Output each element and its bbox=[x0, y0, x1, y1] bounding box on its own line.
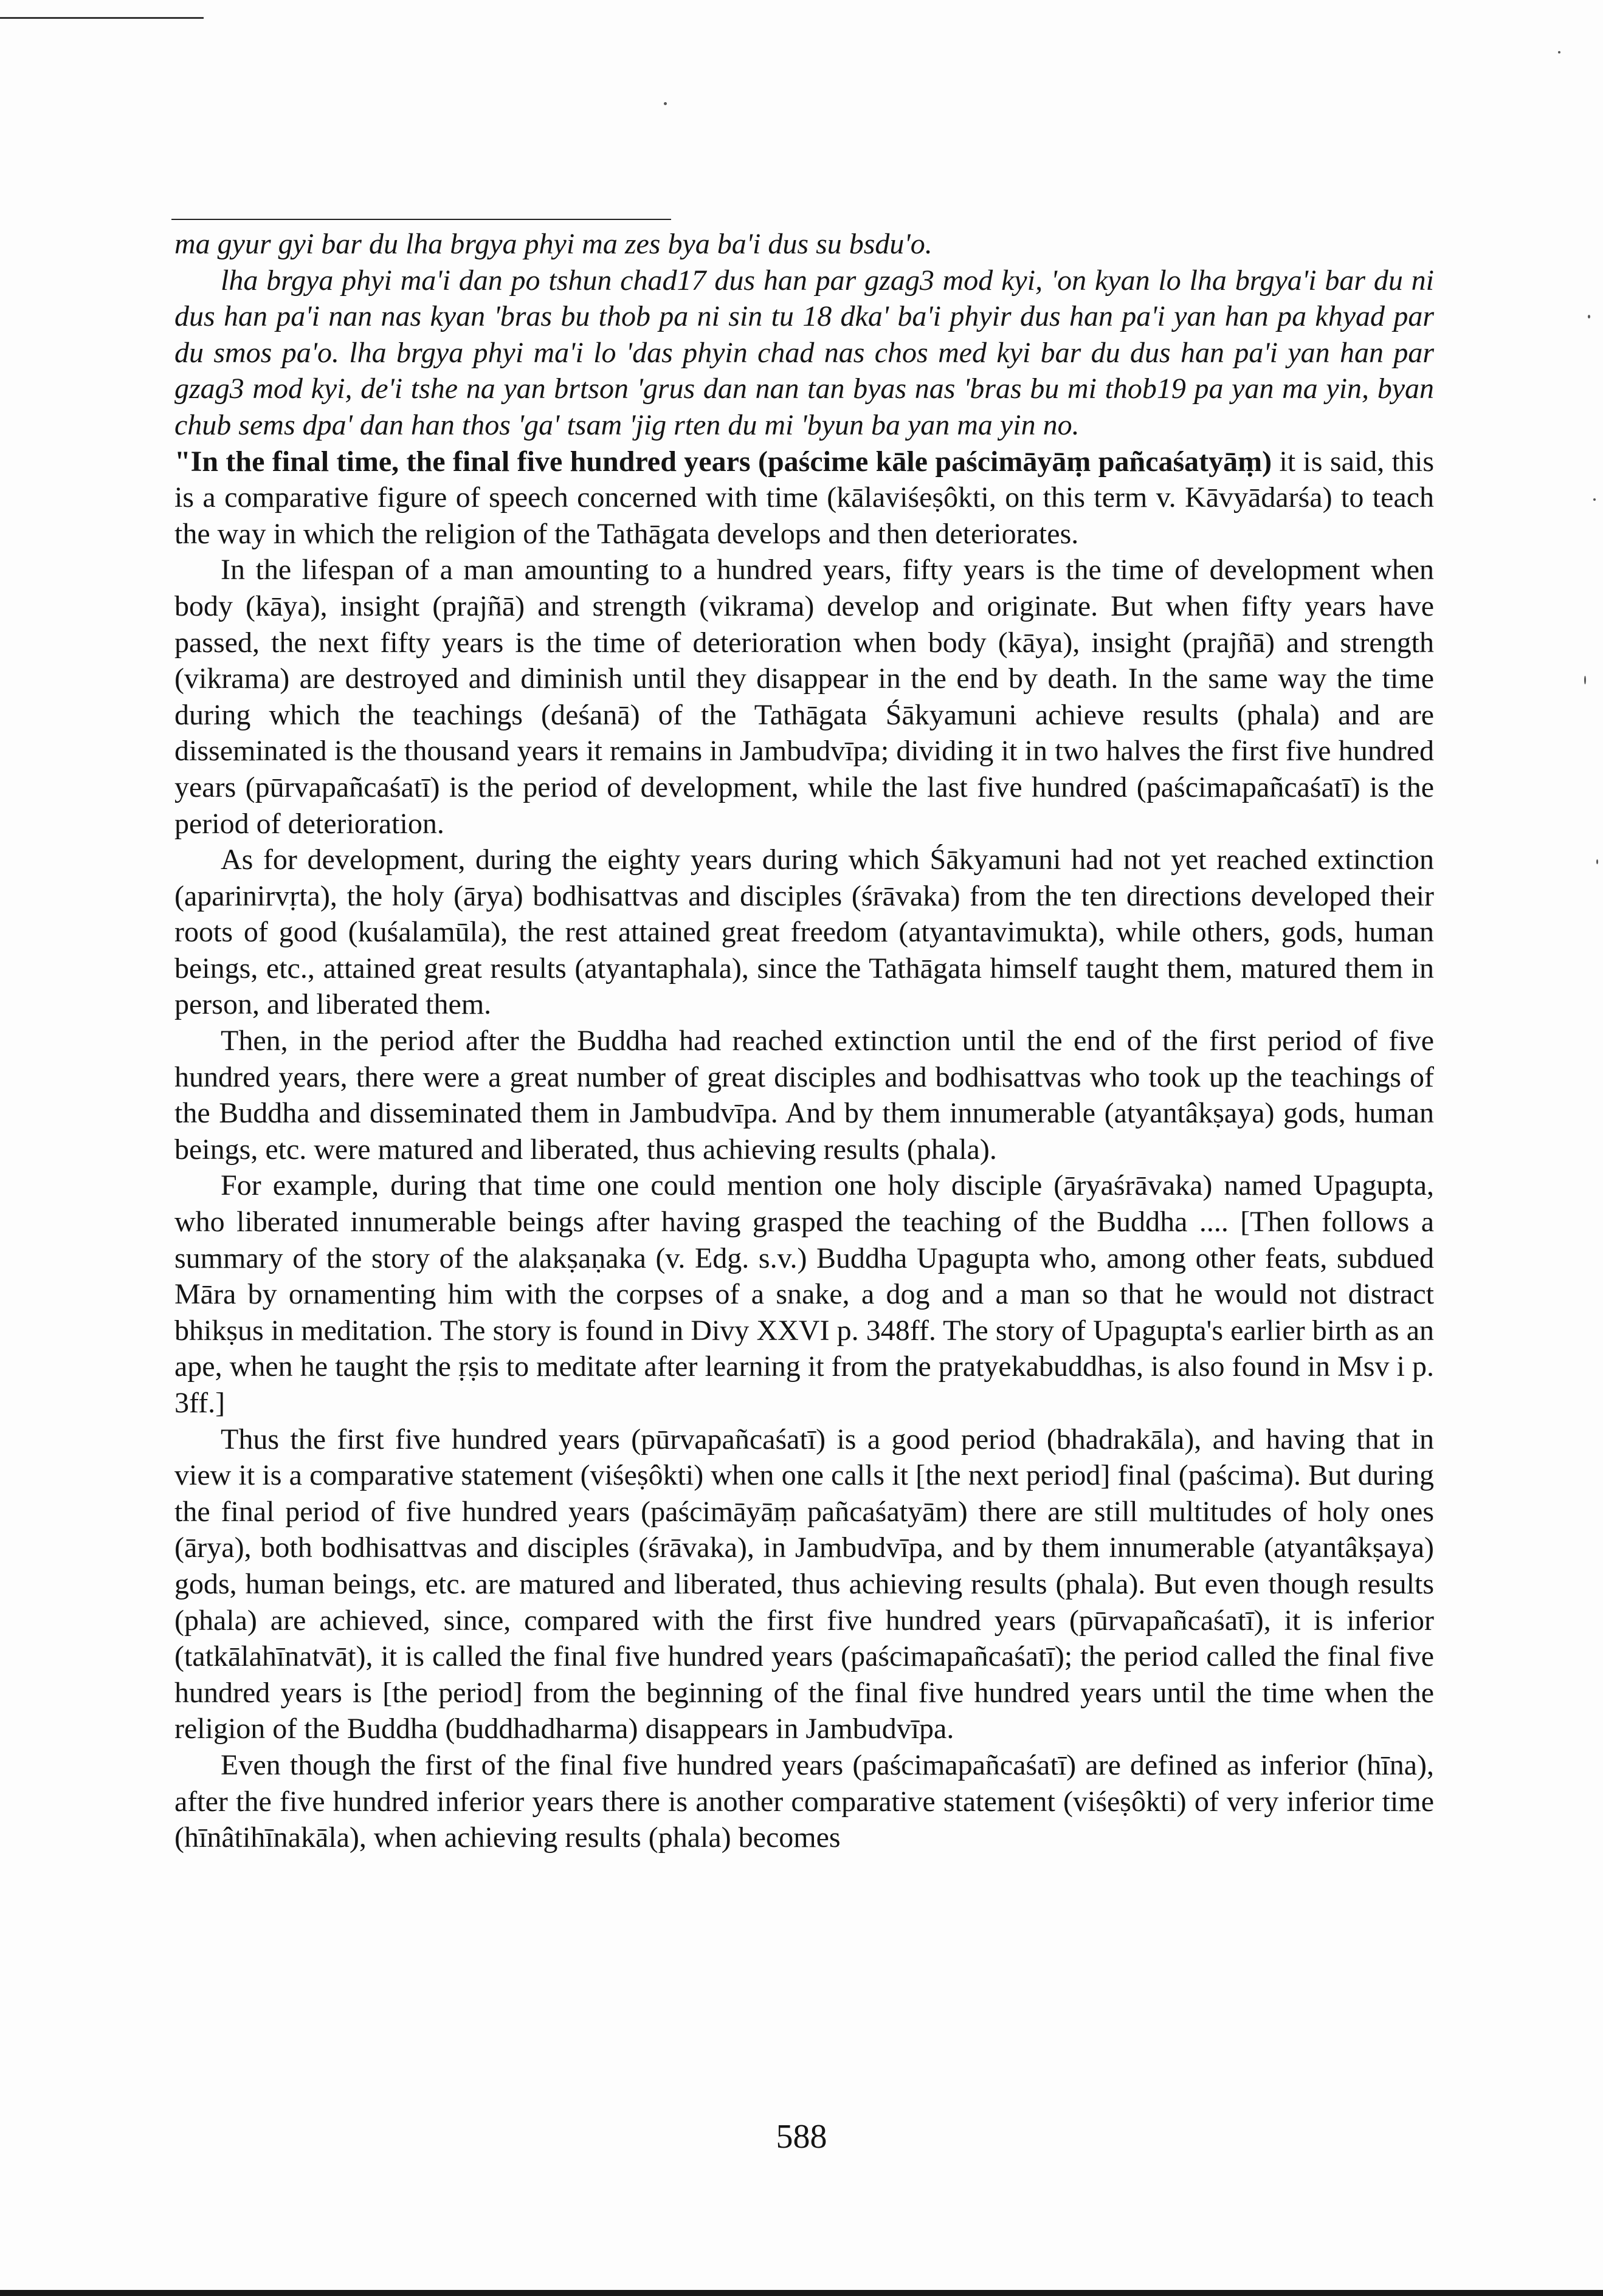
tibetan-line: ma gyur gyi bar du lha brgya phyi ma zes bya ba'i dus su bsdu'o. bbox=[174, 228, 932, 260]
english-paragraph: For example, during that time one could mention one holy disciple (āryaśrāvaka) named Upagupta, who liberated innumerable beings after having grasped the teaching of the Buddha .... [Then follows a summary of the story of the alakṣaṇaka (v. Edg. s.v.) Buddha Upagupta who, among other feats, subdued Māra by ornamenting him with the corpses of a snake, a dog and a man so that he would not distract bhikṣus in meditation. The story is found in Divy XXVI p. 348ff. The story of Upagupta's earlier birth as an ape, when he taught the ṛṣis to meditate after learning it from the pratyekabuddhas, is also found in Msv i p. 3ff.] bbox=[174, 1169, 1434, 1419]
scan-speck bbox=[664, 102, 667, 105]
paragraph-text: it is said, this is a comparative figure of speech concerned with time (kālaviśeṣôkti, on this term v. Kāvyādarśa) to teach the way in which the religion of the Tathāgata develops and then deteriorates. bbox=[174, 445, 1435, 550]
scan-bottom-edge bbox=[0, 2290, 1603, 2296]
scan-speck bbox=[1596, 859, 1598, 864]
english-paragraph: Thus the first five hundred years (pūrvapañcaśatī) is a good period (bhadrakāla), and having that in view it is a comparative statement (viśeṣôkti) when one calls it [the next period] final (paścima). But during the final period of five hundred years (paścimāyāṃ pañcaśatyām) there are still multitudes of holy ones (ārya), both bodhisattvas and disciples (śrāvaka), in Jambudvīpa, and by them innumerable (atyantâkṣaya) gods, human beings, etc. are matured and liberated, thus achieving results (phala). But even though results (phala) are achieved, since, compared with the first five hundred years (pūrvapañcaśatī), it is inferior (tatkālahīnatvāt), it is called the final five hundred years (paścimapañcaśatī); the period called the final five hundred years is [the period] from the beginning of the final five hundred years until the time when the religion of the Buddha (buddhadharma) disappears in Jambudvīpa. bbox=[174, 1423, 1434, 1745]
scan-speck bbox=[1584, 676, 1586, 684]
page-number: 588 bbox=[776, 2118, 827, 2156]
english-paragraph: As for development, during the eighty years during which Śākyamuni had not yet reached extinction (aparinirvṛta), the holy (ārya) bodhisattvas and disciples (śrāvaka) from the ten directions developed their roots of good (kuśalamūla), the rest attained great freedom (atyantavimukta), while others, gods, human beings, etc., attained great results (atyantaphala), since the Tathāgata himself taught them, matured them in person, and liberated them. bbox=[174, 844, 1434, 1021]
scan-speck bbox=[1558, 51, 1560, 53]
scan-speck bbox=[1588, 315, 1590, 318]
english-paragraph: Even though the first of the final five hundred years (paścimapañcaśatī) are defined as inferior (hīna), after the five hundred inferior years there is another comparative statement (viśeṣôkti) of very inferior time (hīnâtihīnakāla), when achieving results (phala) becomes bbox=[174, 1748, 1434, 1854]
tibetan-paragraph: lha brgya phyi ma'i dan po tshun chad17 dus han par gzag3 mod kyi, 'on kyan lo lha brgya'i bar du ni dus han pa'i nan nas kyan 'bras bu thob pa ni sin tu 18 dka' ba'i phyir dus han pa'i yan han pa khyad par du smos pa'o. lha brgya phyi ma'i lo 'das phyin chad nas chos med kyi bar du dus han pa'i yan han par gzag3 mod kyi, de'i tshe na yan brtson 'grus dan nan tan byas nas 'bras bu mi thob19 pa yan ma yin, byan chub sems dpa' dan han thos 'ga' tsam 'jig rten du mi 'byun ba yan ma yin no. bbox=[174, 264, 1434, 441]
english-paragraph: Then, in the period after the Buddha had reached extinction until the end of the first period of five hundred years, there were a great number of great disciples and bodhisattvas who took up the teachings of the Buddha and disseminated them in Jambudvīpa. And by them innumerable (atyantâkṣaya) gods, human beings, etc. were matured and liberated, thus achieving results (phala). bbox=[174, 1025, 1434, 1166]
separator-rule bbox=[171, 219, 671, 220]
body-text bbox=[174, 226, 1434, 1856]
quoted-heading: "In the final time, the final five hundred years (paścime kāle paścimāyāṃ pañcaśatyāṃ) bbox=[174, 445, 1272, 478]
scan-edge-rule bbox=[0, 17, 204, 19]
english-paragraph bbox=[174, 444, 1434, 552]
english-paragraph: In the lifespan of a man amounting to a hundred years, fifty years is the time of development when body (kāya), insight (prajñā) and strength (vikrama) develop and originate. But when fifty years have passed, the next fifty years is the time of deterioration when body (kāya), insight (prajñā) and strength (vikrama) are destroyed and diminish until they disappear in the end by death. In the same way the time during which the teachings (deśanā) of the Tathāgata Śākyamuni achieve results (phala) and are disseminated is the thousand years it remains in Jambudvīpa; dividing it in two halves the first five hundred years (pūrvapañcaśatī) is the period of development, while the last five hundred (paścimapañcaśatī) is the period of deterioration. bbox=[174, 554, 1434, 840]
scan-speck bbox=[1593, 498, 1596, 501]
